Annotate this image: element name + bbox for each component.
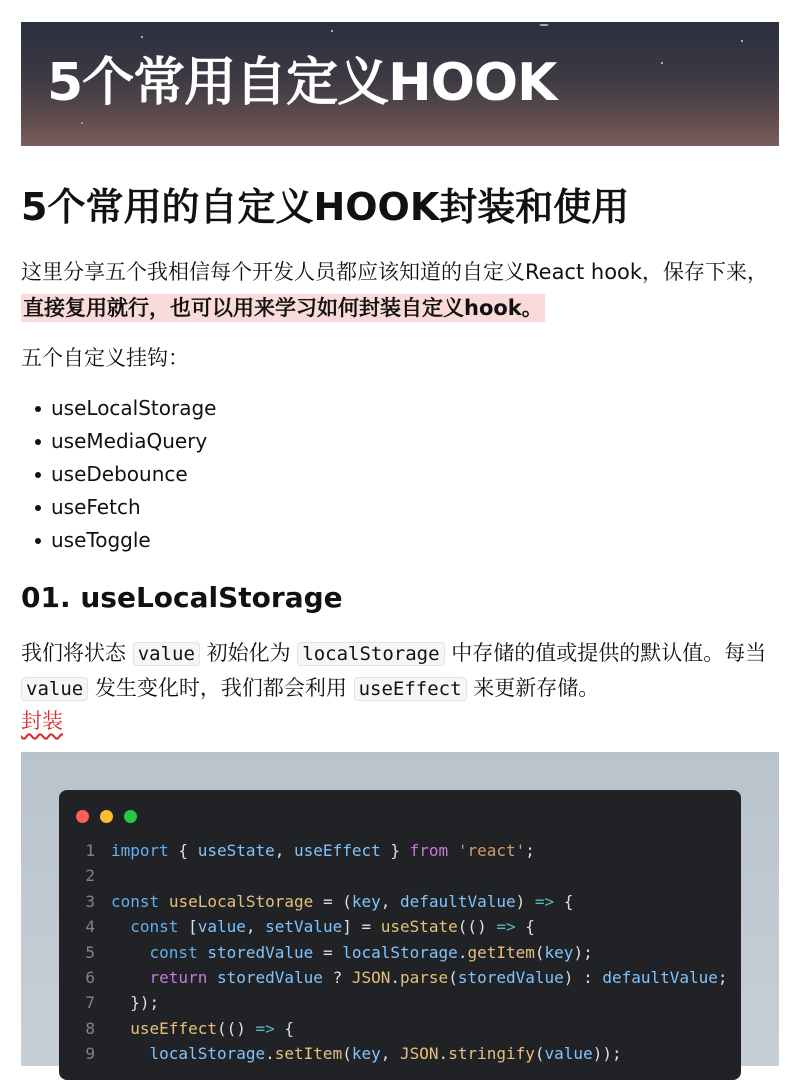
code-token (111, 1044, 150, 1063)
code-token: ( (534, 1044, 545, 1064)
code-token: ) : (563, 967, 603, 987)
code-window (59, 790, 741, 1080)
code-token: const (111, 891, 160, 911)
list-item: useToggle (21, 524, 217, 557)
article-title: 5个常用的自定义HOOK封装和使用 (21, 185, 630, 229)
desc-text: 发生变化时，我们都会利用 (94, 676, 347, 700)
code-token: = (313, 942, 343, 962)
code-token: ? (322, 967, 352, 987)
list-item: useFetch (21, 491, 217, 524)
code-token: ) (515, 891, 535, 911)
maximize-dot-icon (124, 810, 137, 823)
code-token: value (544, 1044, 593, 1064)
code-token: useLocalStorage (168, 891, 314, 911)
header-banner (21, 22, 779, 146)
code-source (111, 838, 535, 863)
code-token: (() (216, 1018, 256, 1038)
intro-highlight: 直接复用就行，也可以用来学习如何封装自定义hook。 (23, 296, 543, 320)
close-dot-icon (76, 810, 89, 823)
code-token (159, 892, 169, 911)
code-token: ( (534, 942, 545, 962)
code-token: const (130, 917, 179, 937)
code-token: { (274, 1018, 295, 1038)
code-token: useState (380, 917, 458, 937)
line-number: 3 (85, 891, 95, 911)
code-token: import (111, 841, 169, 860)
hook-list (21, 392, 217, 557)
line-number: 8 (85, 1018, 95, 1038)
code-token: . (265, 1044, 275, 1064)
code-token (207, 968, 217, 987)
code-token: storedValue (216, 967, 323, 987)
code-token: ( (448, 967, 458, 987)
code-token: (() (457, 917, 497, 937)
code-token: defaultValue (602, 967, 718, 987)
line-number: 1 (85, 841, 95, 860)
code-token: useEffect (130, 1018, 217, 1038)
code-source (111, 914, 535, 939)
code-token: key (351, 1044, 381, 1064)
code-token: localStorage (149, 1044, 266, 1064)
hook-list-label: 五个自定义挂钩： (21, 346, 189, 370)
code-token: , (380, 891, 401, 911)
minimize-dot-icon (100, 810, 113, 823)
code-token (111, 1019, 130, 1038)
code-source (111, 940, 593, 965)
code-token: { (168, 841, 198, 860)
code-token (111, 968, 150, 987)
subheading-link[interactable]: 封装 (21, 709, 63, 733)
code-token: , (245, 917, 266, 937)
list-item: useLocalStorage (21, 392, 217, 425)
banner-title: 5个常用自定义HOOK (47, 53, 557, 113)
code-token: defaultValue (400, 891, 516, 911)
code-source (111, 1016, 294, 1041)
inline-code: localStorage (297, 642, 444, 666)
code-token: . (438, 1044, 449, 1064)
desc-text: 我们将状态 (21, 641, 126, 665)
code-source (111, 889, 573, 914)
code-token: => (255, 1018, 275, 1038)
code-token: setValue (265, 917, 343, 937)
code-token: ; (525, 841, 535, 860)
code-source (111, 990, 159, 1015)
code-token: key (544, 942, 574, 962)
code-token: const (149, 942, 198, 962)
code-token (111, 943, 150, 962)
code-token: )); (592, 1044, 622, 1064)
code-token: }); (111, 993, 160, 1013)
desc-text: 来更新存储。 (473, 676, 600, 700)
line-number: 7 (85, 993, 95, 1013)
code-token: ] = (342, 917, 381, 937)
section-description (21, 636, 773, 706)
code-token (111, 917, 130, 936)
code-token: = ( (313, 891, 352, 911)
line-number: 2 (85, 866, 95, 886)
code-token (198, 943, 208, 962)
desc-text: 初始化为 (206, 641, 291, 665)
code-token: ; (717, 967, 728, 987)
code-token: { (554, 891, 574, 911)
code-token: . (457, 942, 468, 962)
code-token: getItem (467, 942, 535, 962)
code-token: . (390, 967, 401, 987)
code-token: ( (342, 1044, 352, 1064)
line-number: 5 (85, 942, 95, 962)
intro-paragraph (21, 254, 773, 326)
line-number: 4 (85, 917, 95, 937)
code-token: } (380, 841, 410, 860)
code-token: stringify (448, 1044, 535, 1064)
code-token: value (197, 917, 246, 937)
line-number: 9 (85, 1044, 95, 1064)
code-token: ); (573, 942, 593, 962)
code-token: setItem (274, 1044, 343, 1064)
code-source (111, 965, 728, 990)
code-token: storedValue (457, 967, 564, 987)
code-token: => (534, 891, 555, 911)
code-token: JSON (351, 967, 391, 987)
intro-text: 这里分享五个我相信每个开发人员都应该知道的自定义React hook，保存下来， (21, 260, 769, 284)
inline-code: value (133, 642, 200, 666)
code-token (448, 841, 458, 860)
desc-text: 中存储的值或提供的默认值。每当 (451, 641, 767, 665)
code-token: parse (400, 967, 449, 987)
code-token: from (409, 841, 449, 860)
list-item: useDebounce (21, 458, 217, 491)
code-source (111, 1041, 622, 1066)
code-token: => (496, 917, 516, 937)
code-token: , (274, 841, 295, 860)
code-token: storedValue (207, 942, 314, 962)
code-token: [ (178, 917, 198, 937)
code-token: JSON (400, 1044, 439, 1064)
code-token: key (351, 891, 381, 911)
section-title: 01. useLocalStorage (21, 581, 343, 614)
list-item: useMediaQuery (21, 425, 217, 458)
code-token: localStorage (342, 942, 458, 962)
code-token: useEffect (294, 841, 381, 860)
code-token: useState (197, 841, 275, 860)
inline-code: value (21, 677, 88, 701)
code-token: 'react' (457, 841, 526, 860)
line-number: 6 (85, 967, 95, 987)
code-token: { (515, 917, 535, 937)
inline-code: useEffect (354, 677, 467, 701)
code-token: , (380, 1044, 401, 1064)
code-token: return (149, 967, 208, 987)
